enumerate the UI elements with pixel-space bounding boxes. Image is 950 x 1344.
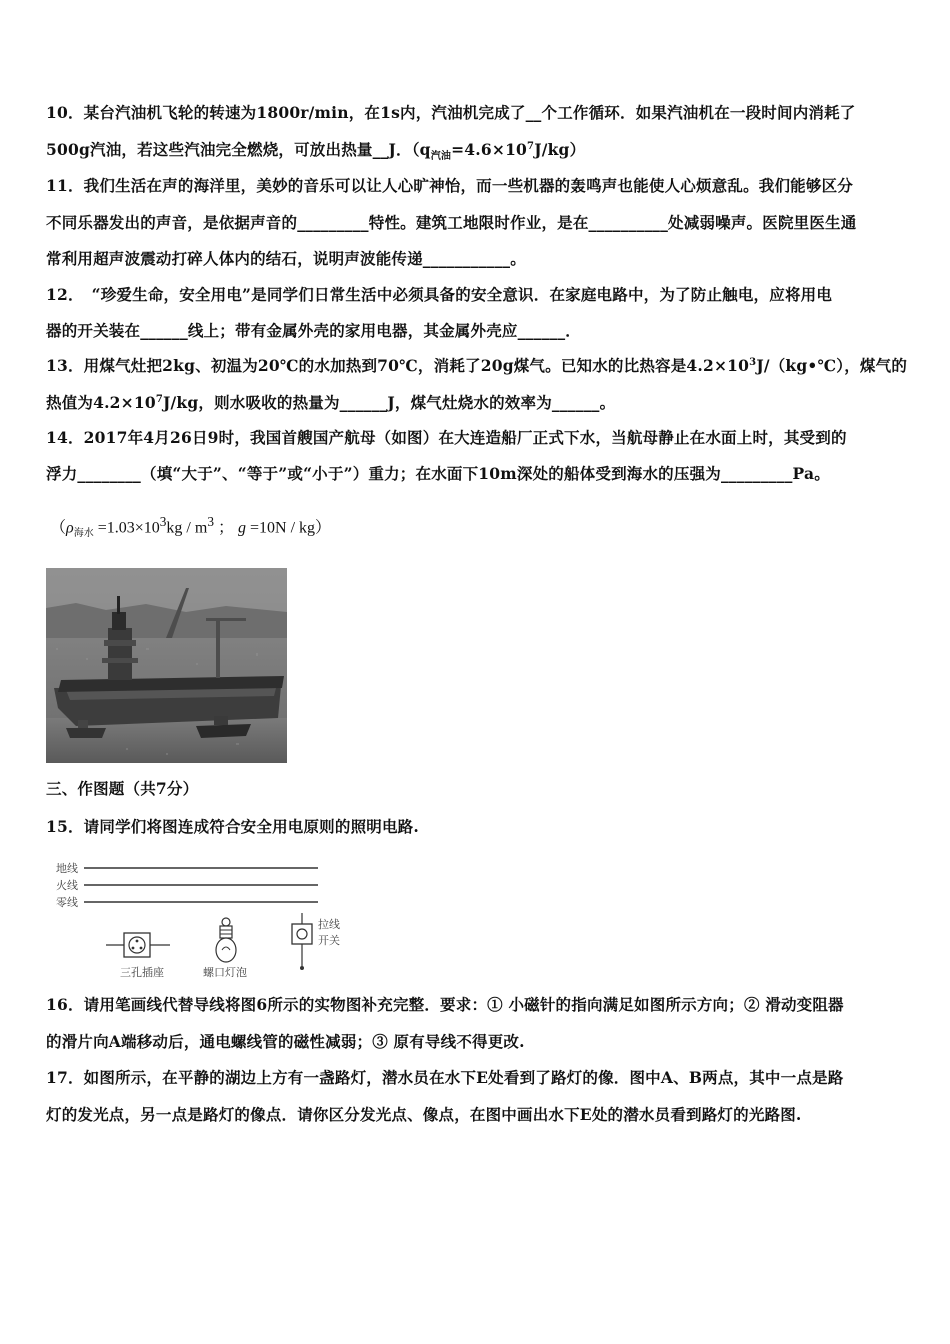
q13-superscript-2: 7 [155,393,163,405]
rho-exponent: 3 [159,514,167,529]
q10-text-a: 500g汽油，若这些汽油完全燃烧，可放出热量__J．（q [46,140,431,159]
q10-text-b: =4.6×10 [451,140,528,159]
bulb-label: 螺口灯泡 [203,966,247,979]
switch-label-1: 拉线 [318,918,340,931]
q13-text-c: 热值为4.2×10 [46,393,156,412]
rho-symbol: ρ [66,519,74,537]
socket-label: 三孔插座 [120,966,164,979]
q14-formula [50,514,332,540]
q10-line-1: 10．某台汽油机飞轮的转速为1800r/min，在1s内，汽油机完成了__个工作循环．如果汽油机在一段时间内消耗了 [46,103,856,122]
q10-text-c: J/kg） [534,140,586,159]
rho-unit: kg / m [166,519,208,537]
q10-superscript: 7 [527,140,535,152]
q17-line-2: 灯的发光点，另一点是路灯的像点．请你区分发光点、像点，在图中画出水下E处的潜水员看到路灯的光路图. [46,1105,802,1124]
q16-line-2: 的滑片向A端移动后，通电螺线管的磁性减弱；③ 原有导线不得更改. [46,1032,525,1051]
q13-superscript-1: 3 [749,356,757,368]
q16-line-1: 16．请用笔画线代替导线将图6所示的实物图补充完整．要求：① 小磁针的指向满足如图所示方向；② 滑动变阻器 [46,995,844,1014]
neutral-wire-label: 零线 [56,896,78,909]
q12-line-1: 12． “珍爱生命，安全用电”是同学们日常生活中必须具备的安全意识．在家庭电路中，为了防止触电，应将用电 [46,285,833,304]
formula-close-paren: ） [315,519,332,537]
section-3-heading: 三、作图题（共7分） [46,779,199,798]
q13-line-2 [46,393,615,413]
live-wire-label: 火线 [56,879,78,892]
q13-text-b: J/（kg•℃），煤气的 [756,356,908,375]
q11-line-1: 11．我们生活在声的海洋里，美妙的音乐可以让人心旷神怡，而一些机器的轰鸣声也能使人心烦意乱。我们能够区分 [46,176,853,195]
bulb-icon [216,918,236,962]
pull-switch-icon [292,913,312,970]
q13-line-1 [46,356,907,376]
q14-line-1: 14．2017年4月26日9时，我国首艘国产航母（如图）在大连造船厂正式下水，当航母静止在水面上时，其受到的 [46,428,847,447]
ground-wire-label: 地线 [56,862,78,875]
q13-text-a: 13．用煤气灶把2kg、初温为20℃的水加热到70℃，消耗了20g煤气。已知水的比热容是4.2×10 [46,356,750,375]
q14-line-2: 浮力________（填“大于”、“等于”或“小于”）重力；在水面下10m深处的船体受到海水的压强为_________Pa。 [46,464,830,483]
q15-line: 15．请同学们将图连成符合安全用电原则的照明电路. [46,817,419,836]
q11-line-2: 不同乐器发出的声音，是依据声音的_________特性。建筑工地限时作业，是在__________处减弱噪声。医院里医生通 [46,213,857,232]
switch-label-2: 开关 [318,934,340,947]
q11-line-3: 常利用超声波震动打碎人体内的结石，说明声波能传递___________。 [46,249,526,268]
q10-line-2 [46,140,586,163]
aircraft-carrier-photo [46,568,287,763]
formula-separator: ； [217,519,234,537]
rho-subscript: 海水 [73,528,94,540]
g-value: =10N / kg [250,519,316,537]
rho-value: =1.03×10 [97,519,160,537]
q10-subscript: 汽油 [430,151,452,163]
rho-unit-exponent: 3 [207,514,214,529]
formula-open-paren: （ [50,519,67,537]
g-symbol: g [238,519,246,537]
socket-icon [106,933,170,957]
q12-line-2: 器的开关装在______线上；带有金属外壳的家用电器，其金属外壳应______． [46,321,582,340]
lighting-circuit-diagram [46,858,366,983]
q13-text-d: J/kg，则水吸收的热量为______J，煤气灶烧水的效率为______。 [163,393,616,412]
q17-line-1: 17．如图所示，在平静的湖边上方有一盏路灯，潜水员在水下E处看到了路灯的像．图中A、B两点，其中一点是路 [46,1068,844,1087]
